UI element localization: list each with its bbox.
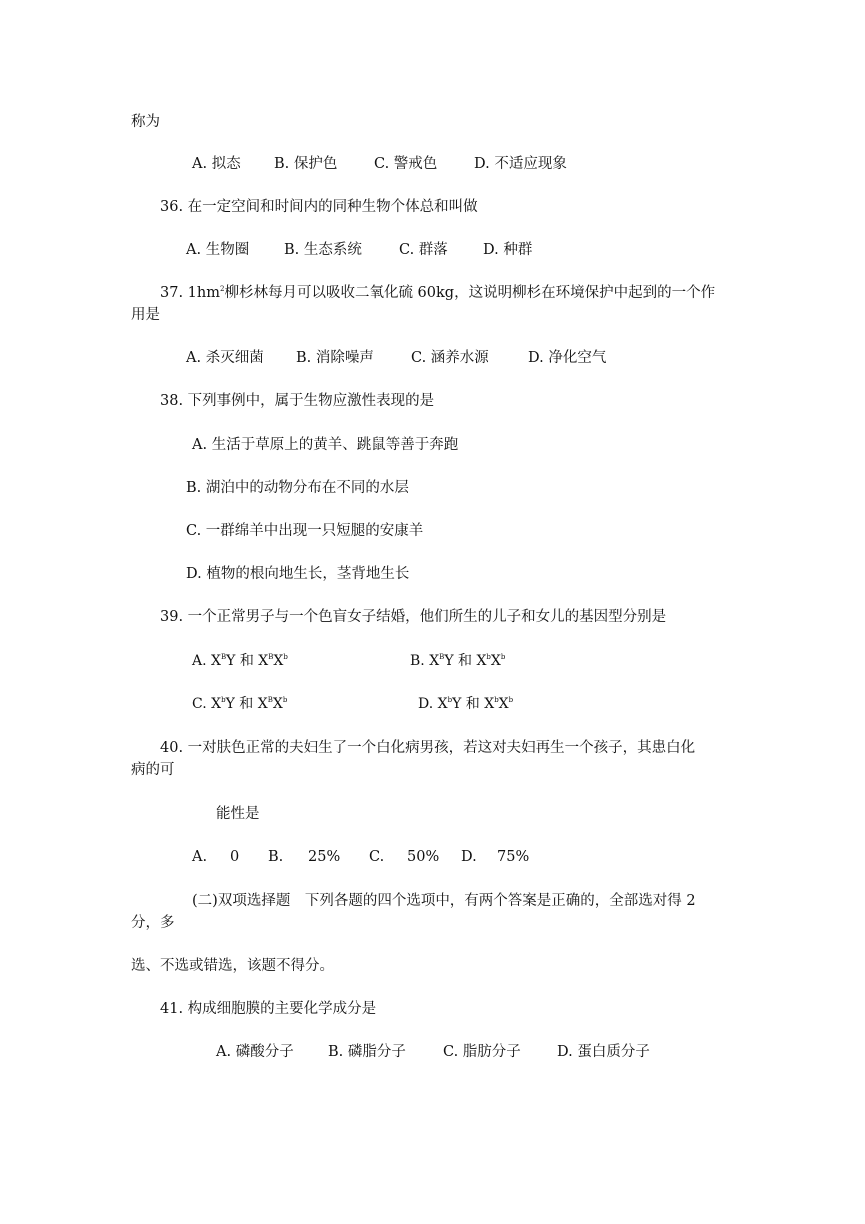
option-b	[410, 651, 505, 671]
text-line: 选、不选或错选，该题不得分。	[131, 958, 334, 974]
option-a: A. 生物圈	[186, 242, 250, 258]
question-41: 41. 构成细胞膜的主要化学成分是	[160, 1001, 377, 1017]
option-text: C. X	[192, 696, 222, 712]
text-line: 分，多	[131, 915, 175, 931]
option-b: B. 保护色	[274, 156, 338, 172]
option-c: C. 群落	[399, 242, 448, 258]
text-line: 病的可	[131, 762, 175, 778]
text-line: 能性是	[216, 806, 260, 822]
option-text: Y 和 X	[225, 696, 268, 712]
option-text: A. X	[192, 653, 221, 669]
superscript: b	[508, 696, 514, 704]
option-d: D. 净化空气	[528, 350, 607, 366]
option-c-label: C.	[369, 849, 385, 865]
option-a: A. 杀灭细菌	[186, 350, 264, 366]
question-38: 38. 下列事例中，属于生物应激性表现的是	[160, 393, 435, 409]
superscript: 2	[219, 285, 225, 293]
option-c: C. 警戒色	[374, 156, 438, 172]
option-text: X	[490, 653, 501, 669]
option-text: X	[272, 696, 283, 712]
option-d-label: D.	[461, 849, 477, 865]
superscript: b	[486, 653, 491, 661]
text-line: 称为	[131, 114, 160, 130]
superscript: B	[268, 653, 274, 661]
option-text: Y 和 X	[452, 696, 495, 712]
option-d-value: 75%	[497, 849, 530, 865]
option-c: C. 一群绵羊中出现一只短腿的安康羊	[186, 523, 424, 539]
option-text: X	[498, 696, 509, 712]
option-b: B. 消除噪声	[296, 350, 374, 366]
option-c: C. 涵养水源	[411, 350, 489, 366]
superscript: B	[267, 696, 273, 704]
option-text: D. X	[418, 696, 448, 712]
q36-options	[186, 240, 532, 260]
text-line: 用是	[131, 307, 160, 323]
option-a-value: 0	[230, 849, 240, 865]
q37-options	[186, 348, 606, 368]
option-b-label: B.	[268, 849, 284, 865]
superscript: b	[500, 653, 506, 661]
q35-options	[192, 154, 567, 174]
option-text: B. X	[410, 653, 440, 669]
option-d: D. 不适应现象	[474, 156, 567, 172]
superscript: b	[447, 696, 453, 704]
option-c-value: 50%	[407, 849, 440, 865]
question-37-number: 37. 1hm	[160, 285, 220, 301]
question-39: 39. 一个正常男子与一个色盲女子结婚，他们所生的儿子和女儿的基因型分别是	[160, 609, 667, 625]
q41-options	[216, 1042, 650, 1062]
option-b-value: 25%	[308, 849, 341, 865]
option-a: A. 磷酸分子	[216, 1044, 294, 1060]
option-b: B. 生态系统	[284, 242, 362, 258]
option-a: A. 拟态	[192, 156, 241, 172]
option-b: B. 磷脂分子	[328, 1044, 406, 1060]
option-a: A. 生活于草原上的黄羊、跳鼠等善于奔跑	[192, 437, 459, 453]
question-37-text: 柳杉林每月可以吸收二氧化硫 60kg，这说明柳杉在环境保护中起到的一个作	[224, 285, 716, 301]
option-a-label: A.	[192, 849, 208, 865]
question-40: 40. 一对肤色正常的夫妇生了一个白化病男孩，若这对夫妇再生一个孩子，其患白化	[160, 740, 696, 756]
superscript: b	[221, 696, 226, 704]
option-b: B. 湖泊中的动物分布在不同的水层	[186, 480, 409, 496]
option-text: Y 和 X	[444, 653, 487, 669]
option-c	[192, 694, 287, 714]
option-text: Y 和 X	[226, 653, 269, 669]
option-c: C. 脂肪分子	[443, 1044, 521, 1060]
option-text: X	[273, 653, 284, 669]
option-d	[418, 694, 513, 714]
question-36: 36. 在一定空间和时间内的同种生物个体总和叫做	[160, 199, 478, 215]
section-heading: (二)双项选择题 下列各题的四个选项中，有两个答案是正确的，全部选对得 2	[192, 893, 696, 909]
question-37	[160, 283, 715, 303]
superscript: b	[282, 696, 288, 704]
option-d: D. 植物的根向地生长，茎背地生长	[186, 566, 410, 582]
option-d: D. 蛋白质分子	[557, 1044, 650, 1060]
option-d: D. 种群	[483, 242, 533, 258]
superscript: b	[494, 696, 499, 704]
q40-options	[192, 847, 529, 867]
superscript: b	[283, 653, 288, 661]
superscript: B	[220, 653, 227, 661]
option-a	[192, 651, 288, 671]
superscript: B	[439, 653, 445, 661]
